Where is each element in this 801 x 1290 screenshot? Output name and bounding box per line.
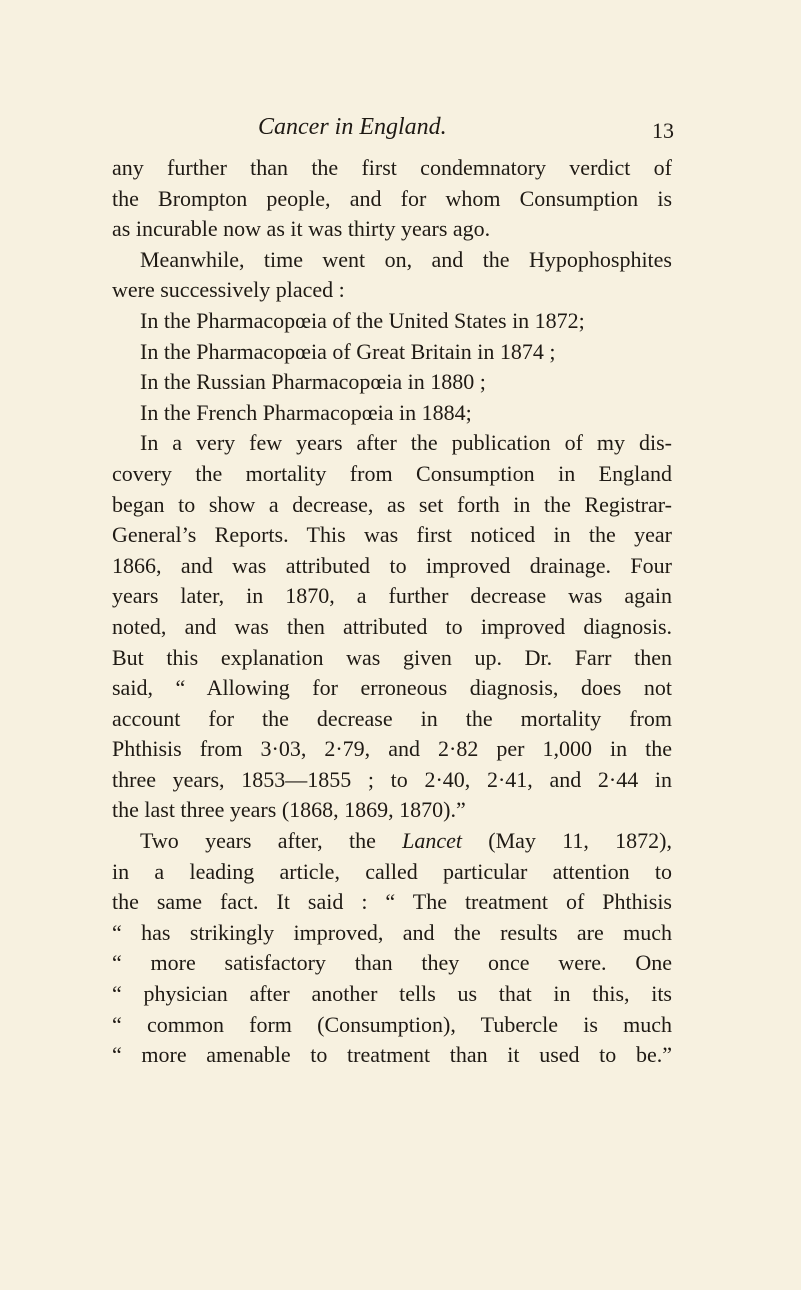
text-line: three years, 1853—1855 ; to 2·40, 2·41, and 2·44 in [112,766,672,792]
text-line: the Brompton people, and for whom Consumption is [112,185,672,211]
text-line: Meanwhile, time went on, and the Hypophosphites [140,246,672,272]
body-text [112,153,672,1071]
text-line: account for the decrease in the mortality from [112,705,672,731]
lancet-after: (May 11, 1872), [462,828,672,854]
text-line: noted, and was then attributed to improved diagnosis. [112,613,672,639]
journal-title-lancet: Lancet [402,828,462,854]
running-head [258,112,678,142]
text-line: “ physician after another tells us that in this, its [112,981,672,1007]
lancet-before: Two years after, the [140,828,403,854]
text-line: “ has strikingly improved, and the results are much [112,919,672,945]
page-number: 13 [652,118,674,143]
list-item: In the Pharmacopœia of the United States in 1872; [140,307,585,333]
text-line: in a leading article, called particular attention to [112,858,672,884]
text-line-lancet [112,826,672,857]
list-item: In the French Pharmacopœia in 1884; [140,399,472,425]
running-head-title: Cancer in England. [258,114,447,140]
text-line: 1866, and was attributed to improved drainage. Four [112,552,672,578]
list-item: In the Russian Pharmacopœia in 1880 ; [140,369,486,395]
text-line: the last three years (1868, 1869, 1870).” [112,797,466,823]
text-line: “ more satisfactory than they once were. One [112,950,672,976]
list-item: In the Pharmacopœia of Great Britain in 1874 ; [140,338,556,364]
text-line: the same fact. It said : “ The treatment of Phthisis [112,889,672,915]
text-line: any further than the first condemnatory verdict of [112,155,672,180]
text-line: In a very few years after the publication of my dis- [140,430,672,456]
text-line: years later, in 1870, a further decrease was again [112,583,672,609]
text-line: But this explanation was given up. Dr. Farr then [112,644,672,670]
text-line: covery the mortality from Consumption in England [112,460,672,486]
text-line: began to show a decrease, as set forth in the Registrar- [112,491,672,517]
text-line: General’s Reports. This was first noticed in the year [112,522,672,548]
text-line: said, “ Allowing for erroneous diagnosis, does not [112,675,672,701]
text-line: as incurable now as it was thirty years ago. [112,216,491,242]
text-line: were successively placed : [112,277,345,303]
text-line: “ common form (Consumption), Tubercle is much [112,1011,672,1037]
text-line: Phthisis from 3·03, 2·79, and 2·82 per 1,000 in the [112,736,672,762]
text-line: “ more amenable to treatment than it used to be.” [112,1042,672,1068]
